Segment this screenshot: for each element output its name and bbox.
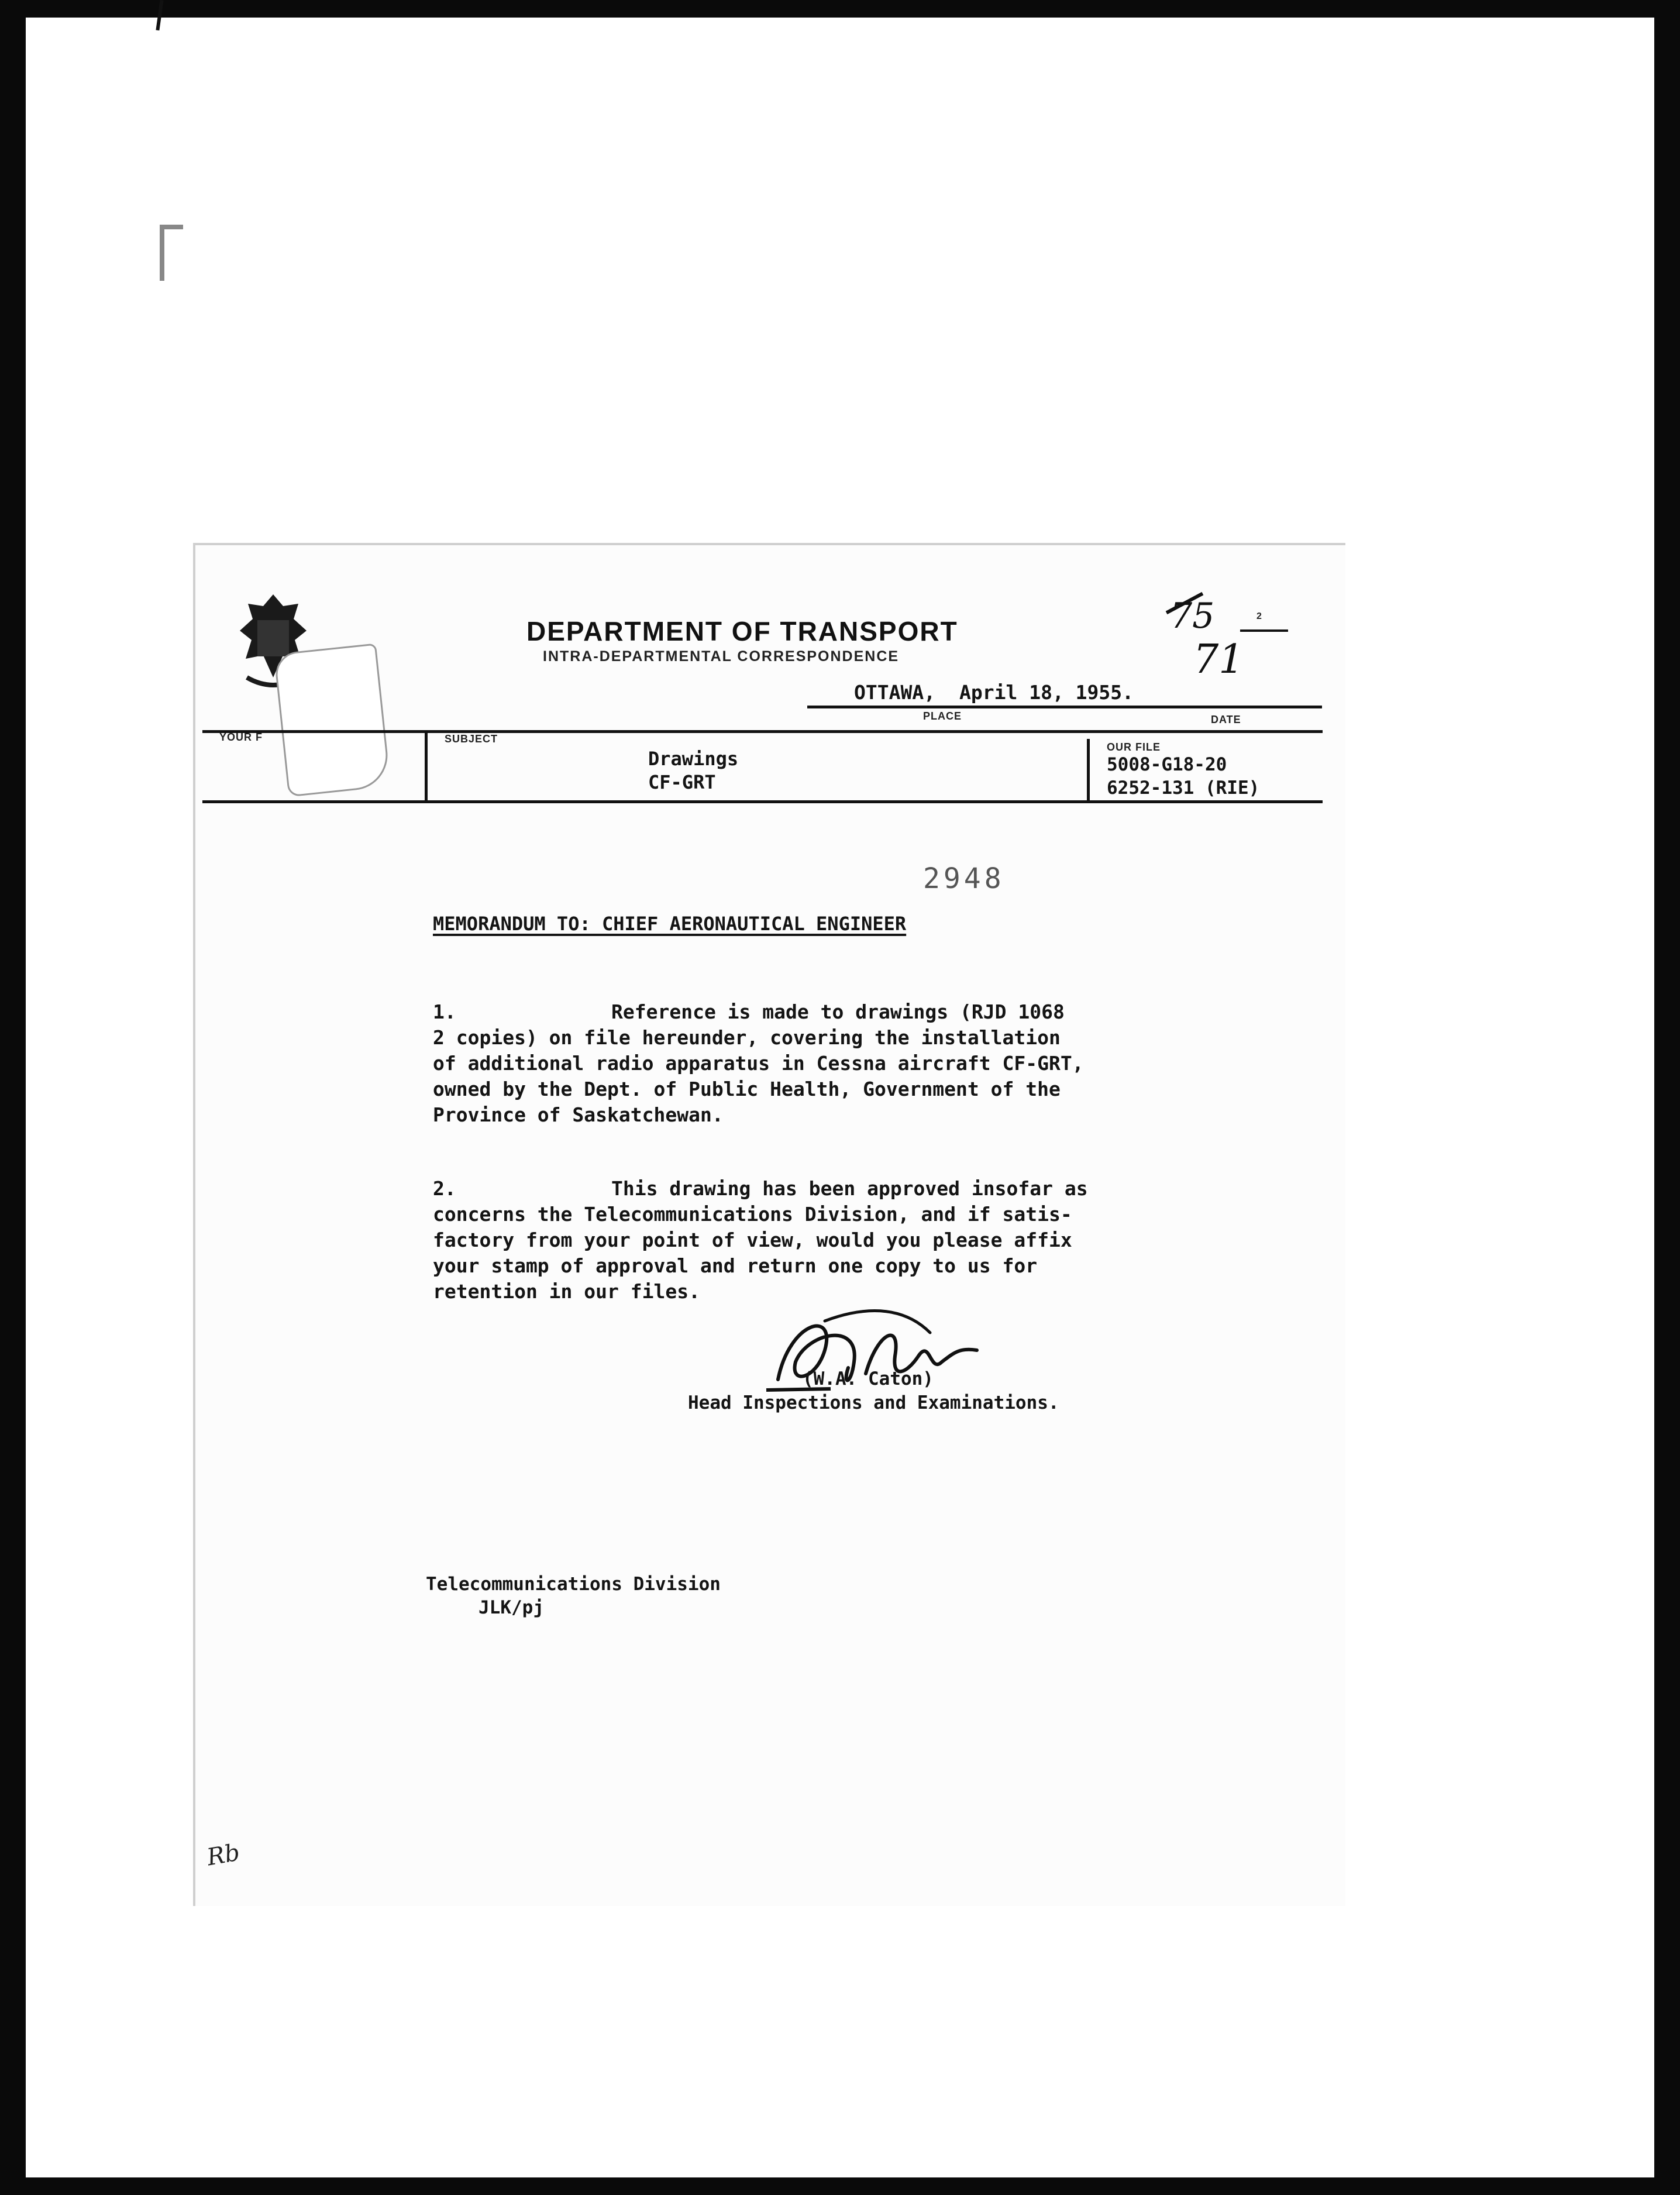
subject-line-1: Drawings <box>648 748 739 770</box>
division-name: Telecommunications Division <box>426 1574 721 1595</box>
margin-handwritten-note: Rb <box>205 1839 242 1871</box>
header-divider-left <box>425 731 428 801</box>
paragraph-1-line: owned by the Dept. of Public Health, Government of the <box>433 1078 1061 1100</box>
place-label: PLACE <box>923 710 962 722</box>
memo-sheet <box>193 543 1345 1906</box>
paragraph-1-line: Province of Saskatchewan. <box>433 1103 724 1126</box>
paragraph-2-line: factory from your point of view, would you please affix <box>433 1229 1072 1251</box>
paragraph-2-line: concerns the Telecommunications Division, and if satis- <box>433 1203 1072 1226</box>
page-number-struck: 75 <box>1170 596 1215 637</box>
torn-paper-patch <box>274 643 391 797</box>
place-value: OTTAWA, <box>854 681 936 704</box>
paragraph-1-line: 2 copies) on file hereunder, covering the installation <box>433 1026 1061 1049</box>
page-number: 71 <box>1193 637 1244 683</box>
date-value: April 18, 1955. <box>959 681 1134 704</box>
correspondence-subtitle: INTRA-DEPARTMENTAL CORRESPONDENCE <box>543 648 900 665</box>
paragraph-1-number: 1. <box>433 1000 456 1023</box>
subject-line-2: CF-GRT <box>648 771 716 793</box>
paragraph-1-line: of additional radio apparatus in Cessna aircraft CF-GRT, <box>433 1052 1084 1075</box>
subject-label: SUBJECT <box>445 733 498 745</box>
paragraph-2-line: This drawing has been approved insofar as <box>611 1177 1088 1200</box>
signatory-title: Head Inspections and Examinations. <box>688 1392 1059 1413</box>
copy-number-underline <box>1240 629 1288 632</box>
crop-mark <box>160 225 164 281</box>
paragraph-2-number: 2. <box>433 1177 456 1200</box>
our-file-line-1: 5008-G18-20 <box>1107 754 1227 775</box>
header-bottom-rule <box>202 800 1323 803</box>
registry-stamp-number: 2948 <box>923 862 1005 895</box>
department-title: DEPARTMENT OF TRANSPORT <box>526 616 958 646</box>
date-label: DATE <box>1211 714 1241 725</box>
copy-number: 2 <box>1256 611 1262 621</box>
place-date-rule <box>807 706 1322 708</box>
header-divider-right <box>1087 739 1090 801</box>
our-file-line-2: 6252-131 (RIE) <box>1107 777 1260 799</box>
header-top-rule <box>202 730 1323 733</box>
crop-mark-horizontal <box>160 225 183 229</box>
paragraph-2-line: retention in our files. <box>433 1280 700 1303</box>
paragraph-2-line: your stamp of approval and return one copy to us for <box>433 1254 1038 1277</box>
paragraph-1-line: Reference is made to drawings (RJD 1068 <box>611 1000 1065 1023</box>
our-file-label: OUR FILE <box>1107 741 1161 753</box>
your-file-label: YOUR F <box>219 731 263 743</box>
signatory-name: (W.A. Caton) <box>803 1368 934 1389</box>
typist-initials: JLK/pj <box>478 1597 544 1618</box>
memo-heading: MEMORANDUM TO: CHIEF AERONAUTICAL ENGINEER <box>433 913 907 935</box>
